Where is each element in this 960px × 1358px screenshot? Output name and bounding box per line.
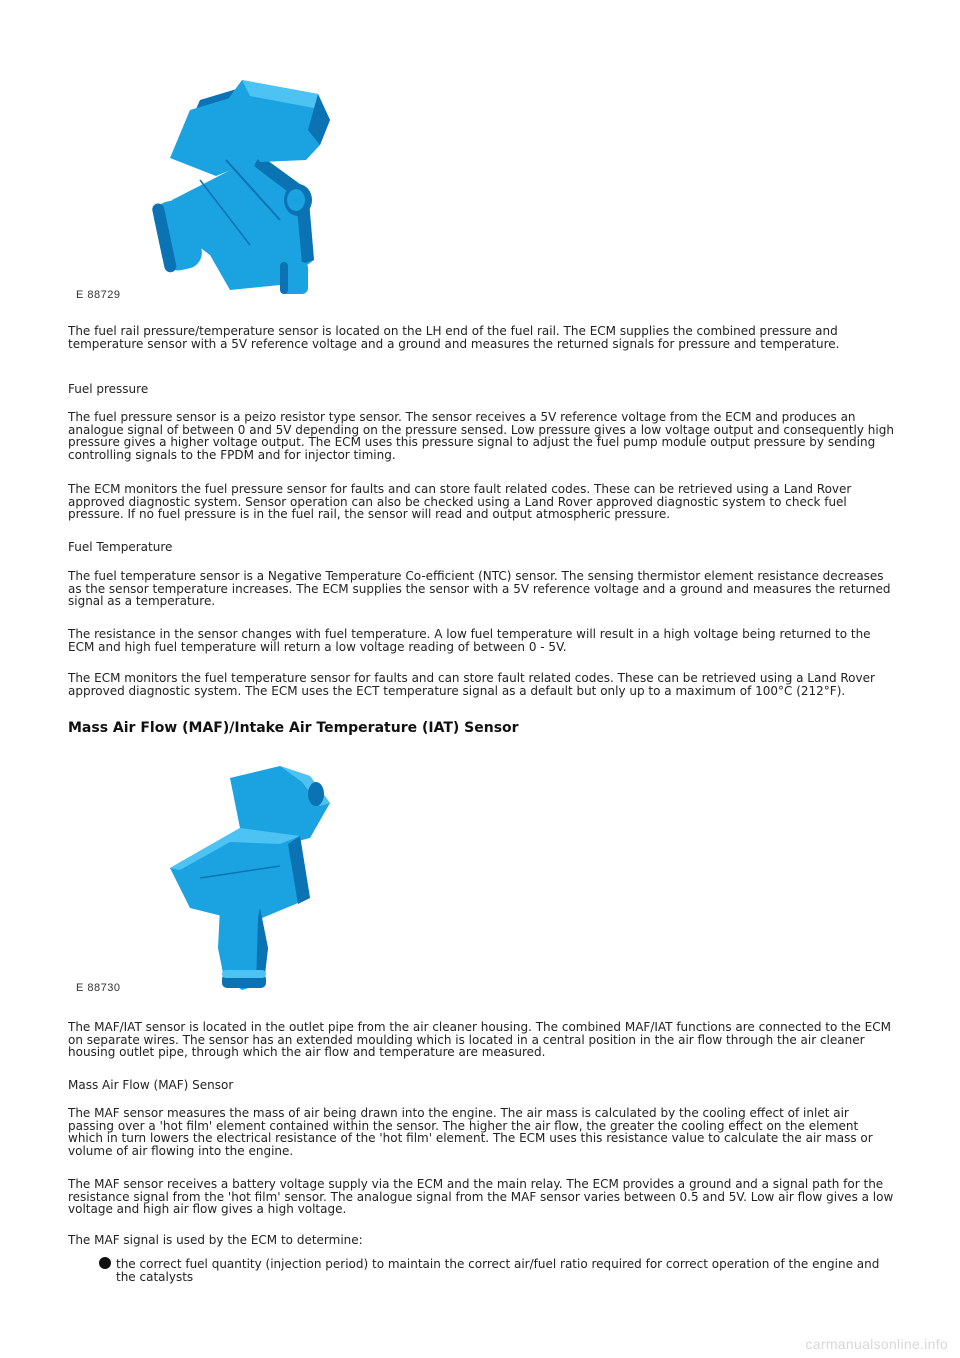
paragraph: The MAF sensor receives a battery voltage supply via the ECM and the main relay. The ECM provides a ground and a signal path for the resistance signal from the 'hot film' sensor. The analogue signal from the MAF sensor varies between 0.5 and 5V. Low air flow gives a low voltage and high air flow gives a high voltage. <box>68 1177 894 1216</box>
section-heading: Mass Air Flow (MAF)/Intake Air Temperature (IAT) Sensor <box>68 720 519 736</box>
fuel-pressure-sensor-figure <box>130 50 360 300</box>
paragraph: The MAF sensor measures the mass of air being drawn into the engine. The air mass is calculated by the cooling effect of inlet air passing over a 'hot film' element contained within the sensor. The higher the air flow, the greater the cooling effect on the element which in turn lowers the electrical resistance of the 'hot film' element. The ECM uses this resistance value to calculate the air mass or volume of air flowing into the engine. <box>68 1106 873 1158</box>
figure-label: E 88729 <box>76 289 121 301</box>
fuel-pressure-sensor-image <box>130 50 360 300</box>
list-item: the correct fuel quantity (injection period) to maintain the correct air/fuel ratio required for correct operation of the engine and the catalysts <box>116 1257 880 1284</box>
maf-iat-sensor-image <box>160 758 360 998</box>
paragraph: The fuel temperature sensor is a Negative Temperature Co-efficient (NTC) sensor. The sensing thermistor element resistance decreases as the sensor temperature increases. The ECM supplies the sensor with a 5V reference voltage and a ground and measures the returned signal as a temperature. <box>68 569 891 608</box>
subheading: Fuel pressure <box>68 382 149 396</box>
bullet-icon <box>99 1257 111 1269</box>
subheading: Mass Air Flow (MAF) Sensor <box>68 1078 234 1092</box>
paragraph: The ECM monitors the fuel pressure sensor for faults and can store fault related codes. These can be retrieved using a Land Rover approved diagnostic system. Sensor operation can also be checked using a Land Rover approved diagnostic system to check fuel pressure. If no fuel pressure is in the fuel rail, the sensor will read and output atmospheric pressure. <box>68 482 852 521</box>
maf-iat-sensor-figure <box>160 758 360 998</box>
paragraph: The fuel pressure sensor is a peizo resistor type sensor. The sensor receives a 5V reference voltage from the ECM and produces an analogue signal of between 0 and 5V depending on the pressure sensed. Low pressure gives a low voltage output and consequently high pressure gives a higher voltage output. The ECM uses this pressure signal to adjust the fuel pump module output pressure by sending controlling signals to the FPDM and for injector timing. <box>68 410 894 462</box>
paragraph: The fuel rail pressure/temperature sensor is located on the LH end of the fuel rail. The ECM supplies the combined pressure and temperature sensor with a 5V reference voltage and a ground and measures the returned signals for pressure and temperature. <box>68 324 840 351</box>
paragraph: The ECM monitors the fuel temperature sensor for faults and can store fault related codes. These can be retrieved using a Land Rover approved diagnostic system. The ECM uses the ECT temperature signal as a default but only up to a maximum of 100°C (212°F). <box>68 671 875 698</box>
footer-watermark: carmanualsonline.info <box>805 1336 948 1352</box>
paragraph: The MAF/IAT sensor is located in the outlet pipe from the air cleaner housing. The combined MAF/IAT functions are connected to the ECM on separate wires. The sensor has an extended moulding which is located in a central position in the air flow through the air cleaner housing outlet pipe, through which the air flow and temperature are measured. <box>68 1020 891 1059</box>
subheading: Fuel Temperature <box>68 540 173 554</box>
paragraph: The resistance in the sensor changes with fuel temperature. A low fuel temperature will result in a high voltage being returned to the ECM and high fuel temperature will return a low voltage reading of between 0 - 5V. <box>68 627 871 654</box>
paragraph: The MAF signal is used by the ECM to determine: <box>68 1233 363 1247</box>
figure-label: E 88730 <box>76 982 121 994</box>
